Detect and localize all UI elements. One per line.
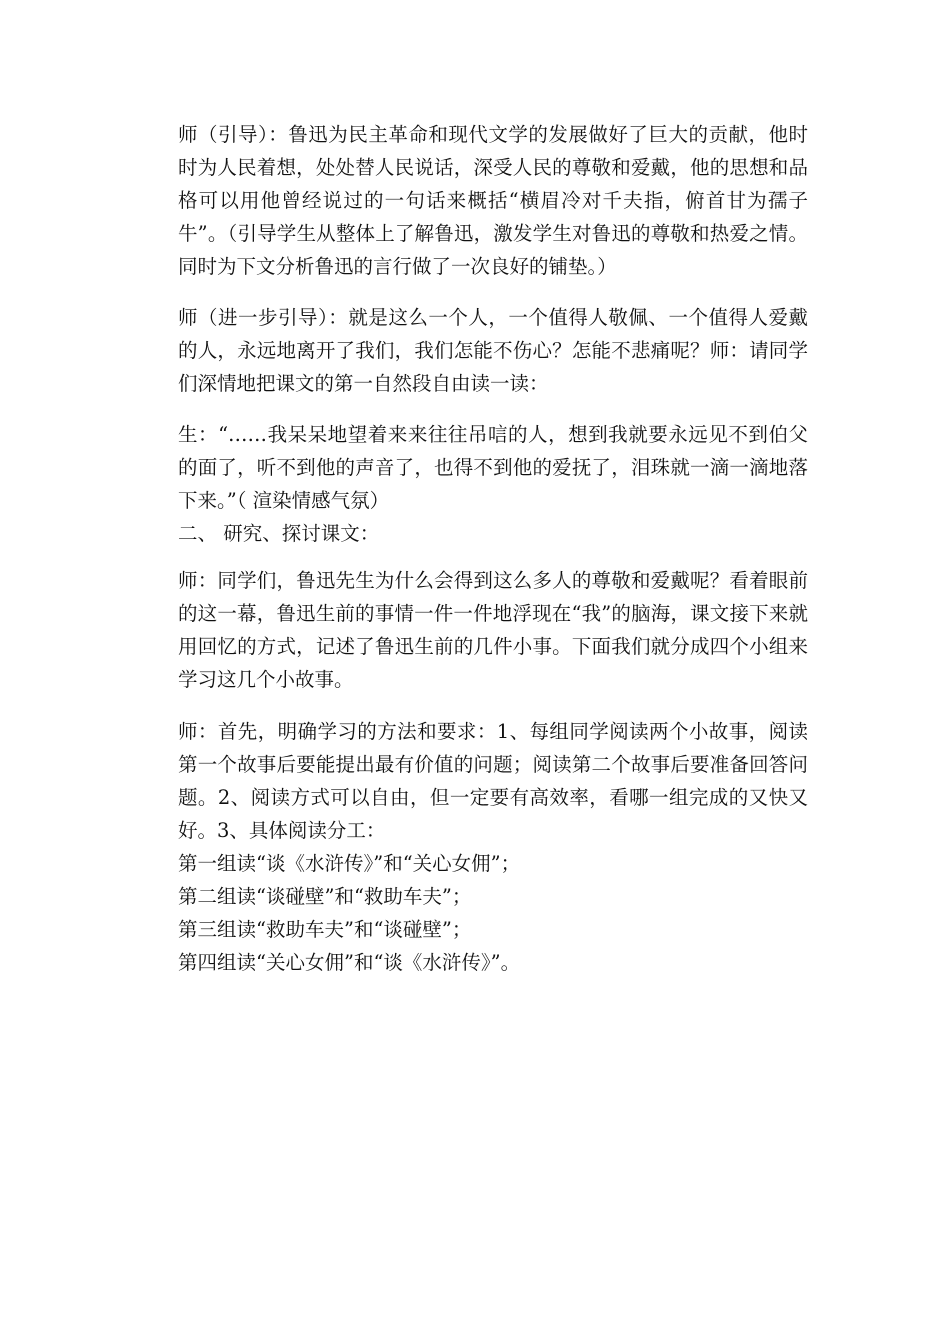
- group-four-assignment: 第四组读“关心女佣”和“谈《水浒传》”。: [178, 951, 521, 974]
- paragraph-teacher-guide: 师（引导）：鲁迅为民主革命和现代文学的发展做好了巨大的贡献，他时时为人民着想，处处替人民说话，深受人民的尊敬和爱戴，他的思想和品格可以用他曾经说过的一句话来概括“横眉冷对千夫指，俯首甘为孺子牛”。（引导学生从整体上了解鲁迅，激发学生对鲁迅的尊敬和热爱之情。同时为下文分析鲁迅的言行做了一次良好的铺垫。）: [178, 123, 808, 278]
- paragraph-teacher-question: 师：同学们，鲁迅先生为什么会得到这么多人的尊敬和爱戴呢？看着眼前的这一幕，鲁迅生前的事情一件一件地浮现在“我”的脑海，课文接下来就用回忆的方式，记述了鲁迅生前的几件小事。下面我们就分成四个小组来学习这几个小故事。: [178, 569, 808, 691]
- section-heading-two: 二、 研究、探讨课文：: [178, 522, 380, 545]
- group-three-assignment: 第三组读“救助车夫”和“谈碰壁”；: [178, 918, 472, 941]
- paragraph-teacher-further-guide: 师（进一步引导）：就是这么一个人，一个值得人敬佩、一个值得人爱戴的人，永远地离开了我们，我们怎能不伤心？怎能不悲痛呢？师：请同学们深情地把课文的第一自然段自由读一读：: [178, 306, 808, 395]
- group-one-assignment: 第一组读“谈《水浒传》”和“关心女佣”；: [178, 852, 521, 875]
- paragraph-student-reading: 生：“……我呆呆地望着来来往往吊唁的人，想到我就要永远见不到伯父的面了，听不到他的声音了，也得不到他的爱抚了，泪珠就一滴一滴地落下来。”（ 渲染情感气氛）: [178, 423, 808, 512]
- group-two-assignment: 第二组读“谈碰壁”和“救助车夫”；: [178, 885, 472, 908]
- document-page: [178, 118, 808, 979]
- paragraph-teacher-requirements: 师：首先，明确学习的方法和要求：1、每组同学阅读两个小故事，阅读第一个故事后要能提出最有价值的问题；阅读第二个故事后要准备回答问题。2、阅读方式可以自由，但一定要有高效率，看哪一组完成的又快又好。3、具体阅读分工：: [178, 720, 808, 842]
